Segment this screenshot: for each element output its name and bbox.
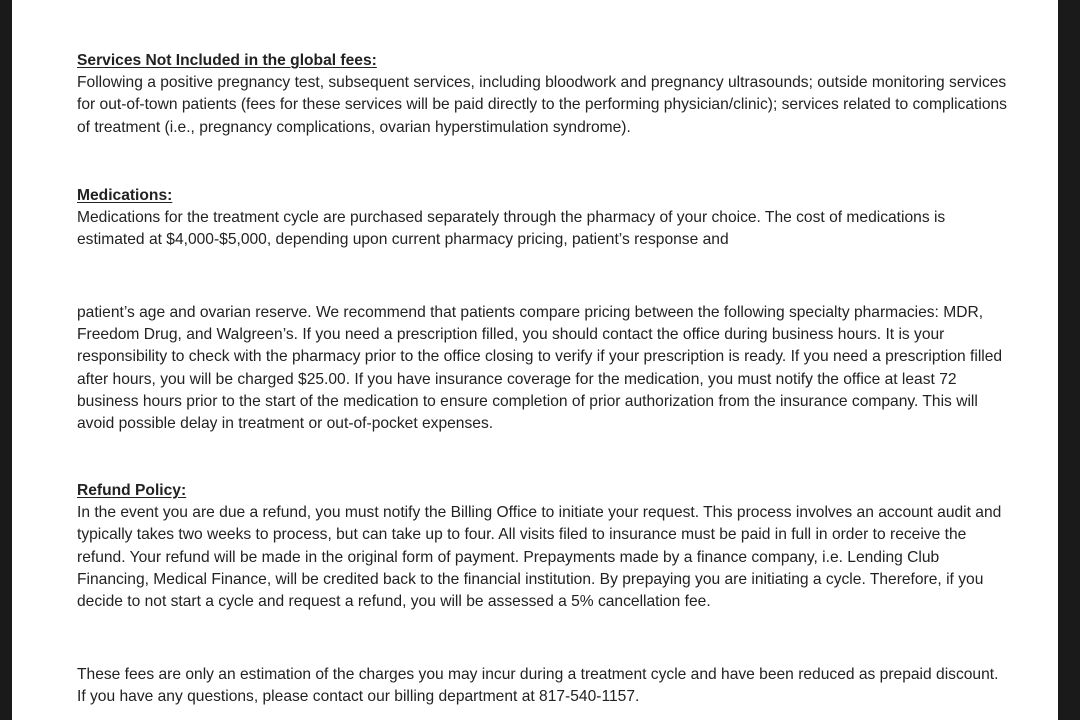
refund-section — [77, 480, 1007, 613]
refund-heading: Refund Policy: — [77, 482, 187, 499]
medications-continuation — [77, 302, 1007, 435]
page-bottom-sheet — [12, 296, 1058, 720]
medications-body: Medications for the treatment cycle are purchased separately through the pharmacy of your choice. The cost of medications is estimated at $4,000-$5,000, depending upon current pharmacy pricing, patient’s response and — [77, 209, 946, 249]
closing-body: These fees are only an estimation of the charges you may incur during a treatment cycle and have been reduced as prepaid discount. If you have any questions, please contact our billing department at 817-540-1157. — [77, 666, 999, 706]
services-body: Following a positive pregnancy test, subsequent services, including bloodwork and pregnancy ultrasounds; outside monitoring services for out-of-town patients (fees for these services will be paid directly to the performing physician/clinic); services related to complications of treatment (i.e., pregnancy complications, ovarian hyperstimulation syndrome). — [77, 74, 1007, 136]
document-page — [12, 0, 1058, 720]
page-top-sheet — [12, 0, 1058, 262]
medications-continuation-body: patient’s age and ovarian reserve. We recommend that patients compare pricing between the following specialty pharmacies: MDR, Freedom Drug, and Walgreen’s. If you need a prescription filled, you should contact the office during business hours. It is your responsibility to check with the pharmacy prior to the office closing to verify if your prescription is ready. If you need a prescription filled after hours, you will be charged $25.00. If you have insurance coverage for the medication, you must notify the office at least 72 business hours prior to the start of the medication to ensure completion of prior authorization from the insurance company. This will avoid possible delay in treatment or out-of-pocket expenses. — [77, 304, 1003, 433]
medications-section — [77, 185, 1007, 252]
services-heading: Services Not Included in the global fees: — [77, 52, 377, 69]
services-section — [77, 50, 1007, 139]
refund-body: In the event you are due a refund, you must notify the Billing Office to initiate your request. This process involves an account audit and typically takes two weeks to process, but can take up to four. All visits filed to insurance must be paid in full in order to receive the refund. Your refund will be made in the original form of payment. Prepayments made by a finance company, i.e. Lending Club Financing, Medical Finance, will be credited back to the financial institution. By prepaying you are initiating a cycle. Therefore, if you decide to not start a cycle and request a refund, you will be assessed a 5% cancellation fee. — [77, 504, 1002, 611]
closing-section — [77, 664, 1007, 708]
medications-heading: Medications: — [77, 187, 173, 204]
